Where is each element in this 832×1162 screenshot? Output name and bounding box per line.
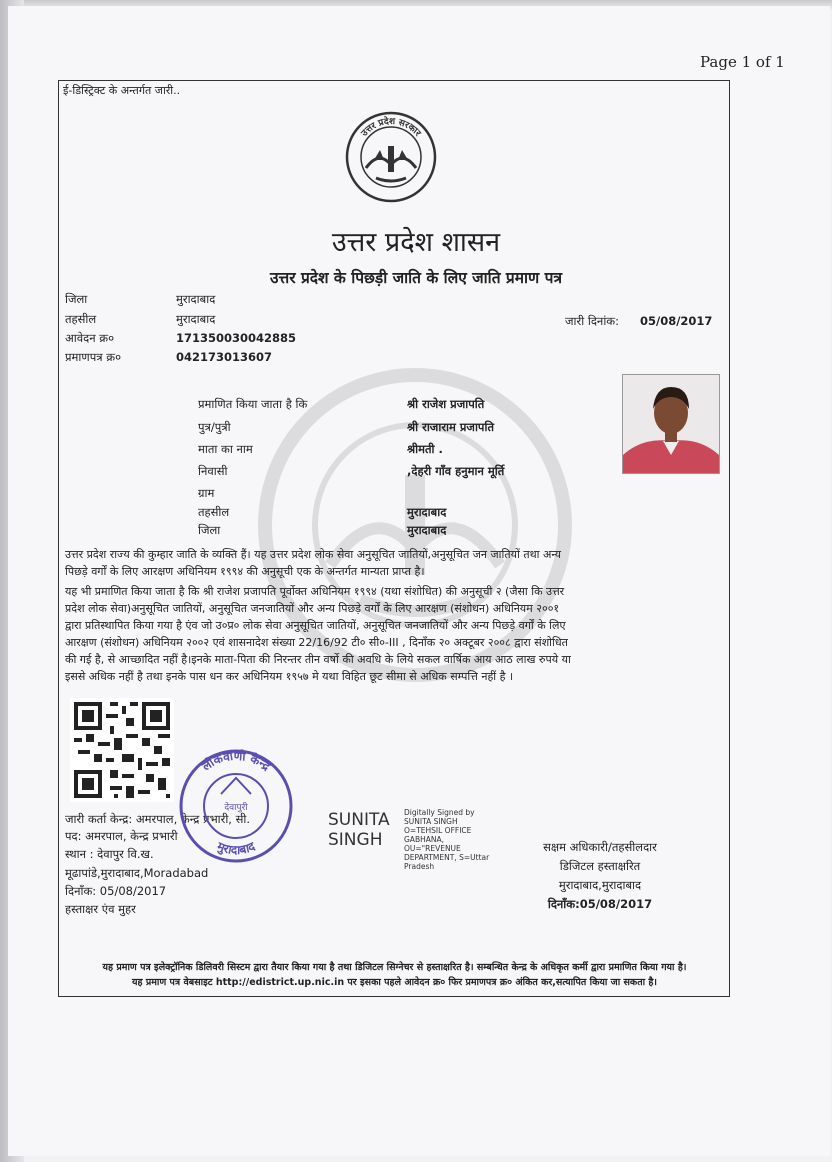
applicant-photo [622, 374, 720, 474]
signature-detail-line: DEPARTMENT, S=Uttar [404, 853, 490, 862]
creamy-layer-line: आरक्षण (संशोधन) अधिनियम २००२ एवं शासनादेश संख्या 22/16/92 टी० सी०-III , दिनाँक २० अक्टूबर २००८ द्वारा संशोधित [65, 636, 568, 649]
mother-name: श्रीमती . [407, 442, 443, 456]
person-tehsil-label: तहसील [198, 505, 230, 519]
signature-detail-line: GABHANA, [404, 835, 444, 844]
certificate-subtitle: उत्तर प्रदेश के पिछड़ी जाति के लिए जाति प्रमाण पत्र [270, 269, 562, 287]
issue-date-label: जारी दिनांक: [565, 314, 620, 328]
lokvani-stamp-icon [176, 746, 296, 866]
tehsil-value: मुरादाबाद [176, 312, 216, 326]
creamy-layer-line: इससे अधिक नहीं है तथा इनके पास धन कर अधिनियम १९५७ मे यथा विहित छूट सीमा से अधिक सम्पत्ति नहीं है । [65, 670, 514, 683]
footer-note [62, 960, 727, 990]
resident-value: ,देहरी गाँव हनुमान मूर्ति [407, 464, 505, 478]
issuer-center: जारी कर्ता केन्द्र: अमरपाल, केन्द्र प्रभारी, सी. [65, 812, 251, 826]
signature-detail-line: SUNITA SINGH [404, 817, 458, 826]
officer-digital-signed: डिजिटल हस्ताक्षरित [559, 859, 641, 873]
district-value: मुरादाबाद [176, 292, 216, 306]
person-name: श्री राजेश प्रजापति [407, 397, 485, 411]
officer-designation: सक्षम अधिकारी/तहसीलदार [543, 840, 657, 854]
up-government-seal-icon [344, 110, 438, 204]
creamy-layer-line: प्रदेश लोक सेवा)अनुसूचित जातियों, अनुसूचित जनजातियों और अन्य पिछड़े वर्गों के लिए आरक्षण (संशोधन) अधिनियम २००१ [65, 602, 560, 615]
issuer-designation: पद: अमरपाल, केन्द्र प्रभारी [65, 829, 178, 843]
stamp-top-text: लोकवाणी केन्द्र [199, 748, 273, 774]
qr-code-icon [70, 698, 174, 802]
district-label: जिला [65, 292, 88, 306]
village-label: ग्राम [198, 486, 215, 500]
stamp-middle-text: देवापुरी [224, 803, 248, 813]
certificate-number-label: प्रमाणपत्र क्र० [65, 350, 122, 364]
parent-label: पुत्र/पुत्री [198, 420, 231, 434]
certified-label: प्रमाणित किया जाता है कि [198, 397, 308, 411]
person-district-value: मुरादाबाद [407, 523, 447, 537]
resident-label: निवासी [198, 464, 228, 478]
creamy-layer-line: यह भी प्रमाणित किया जाता है कि श्री राजेश प्रजापति पूर्वोक्त अधिनियम १९९४ (यथा संशोधित) की अनुसूची २ (जैसा कि उत्तर [65, 585, 565, 598]
certificate-title: उत्तर प्रदेश शासन [331, 227, 501, 258]
page-number: Page 1 of 1 [700, 53, 785, 71]
creamy-layer-line: की गई है, से आच्छादित नहीं है।इनके माता-पिता की निरन्तर तीन वर्षो की अवधि के लिये सकल वार्षिक आय आठ लाख रुपये या [65, 653, 571, 666]
caste-paragraph-line: पिछड़े वर्गों के लिए आरक्षण अधिनियम १९९४ की अनुसूची एक के अन्तर्गत मान्यता प्राप्त है। [65, 565, 425, 578]
caste-paragraph-line: उत्तर प्रदेश राज्य की कुम्हार जाति के व्यक्ति हैं। यह उत्तर प्रदेश लोक सेवा अनुसूचित जातियों,अनुसूचित जन जातियों तथा अन्य [65, 548, 562, 561]
officer-date: दिनाँक:05/08/2017 [547, 897, 653, 911]
issuer-address: मूढापांडे,मुरादाबाद,Moradabad [65, 866, 209, 880]
signer-name [328, 810, 390, 850]
svg-text:लोकवाणी केन्द्र [199, 749, 274, 774]
issuer-place: स्थान : देवापुर वि.ख. [65, 847, 154, 861]
tehsil-label: तहसील [65, 312, 97, 326]
mother-label: माता का नाम [198, 442, 253, 456]
signature-detail-line: OU="REVENUE [404, 844, 461, 853]
seal-text: उत्तर प्रदेश सरकार [359, 116, 423, 139]
stamp-bottom-text: मुरादाबाद [215, 839, 257, 858]
issuer-date: दिनाँक: 05/08/2017 [65, 884, 167, 898]
creamy-layer-paragraph [65, 583, 725, 685]
signature-detail-line: Digitally Signed by [404, 808, 475, 817]
signature-details [404, 808, 489, 871]
application-number-value: 171350030042885 [176, 331, 297, 345]
creamy-layer-line: द्वारा प्रतिस्थापित किया गया है एंव जो उ०प्र० लोक सेवा अनुसूचित जातियों, अनुसूचित जनजातियों और अन्य पिछड़े वर्गों के लिए [65, 619, 566, 632]
person-tehsil-value: मुरादाबाद [407, 505, 447, 519]
officer-location: मुरादाबाद,मुरादाबाद [558, 878, 642, 892]
signature-detail-line: O=TEHSIL OFFICE [404, 826, 472, 835]
signature-detail-line: Pradesh [404, 862, 435, 871]
svg-text:मुरादाबाद [214, 839, 258, 858]
signer-last-name: SINGH [328, 830, 383, 850]
person-district-label: जिला [198, 523, 221, 537]
signer-first-name: SUNITA [328, 810, 390, 830]
footer-line: यह प्रमाण पत्र वेबसाइट http://edistrict.up.nic.in पर इसका पहले आवेदन क्र० फिर प्रमाणपत्र क्र० अंकित कर,सत्यापित किया जा सकता है। [131, 977, 658, 988]
application-number-label: आवेदन क्र० [65, 331, 115, 345]
issued-under-note: ई-डिस्ट्रिक्ट के अन्तर्गत जारी.. [63, 84, 181, 97]
issue-date-value: 05/08/2017 [640, 314, 713, 328]
signature-and-seal-label: हस्ताक्षर एंव मुहर [65, 902, 136, 916]
officer-block [510, 838, 690, 914]
footer-line: यह प्रमाण पत्र इलेक्ट्रॉनिक डिलिवरी सिस्टम द्वारा तैयार किया गया है तथा डिजिटल सिग्नेचर से हस्ताक्षरित है। सम्बन्धित केन्द्र के अधिकृत कर्मी द्वारा प्रमाणित किया गया है। [102, 962, 687, 973]
father-name: श्री राजाराम प्रजापति [407, 420, 494, 434]
caste-paragraph [65, 546, 725, 580]
certificate-number-value: 042173013607 [176, 350, 273, 364]
